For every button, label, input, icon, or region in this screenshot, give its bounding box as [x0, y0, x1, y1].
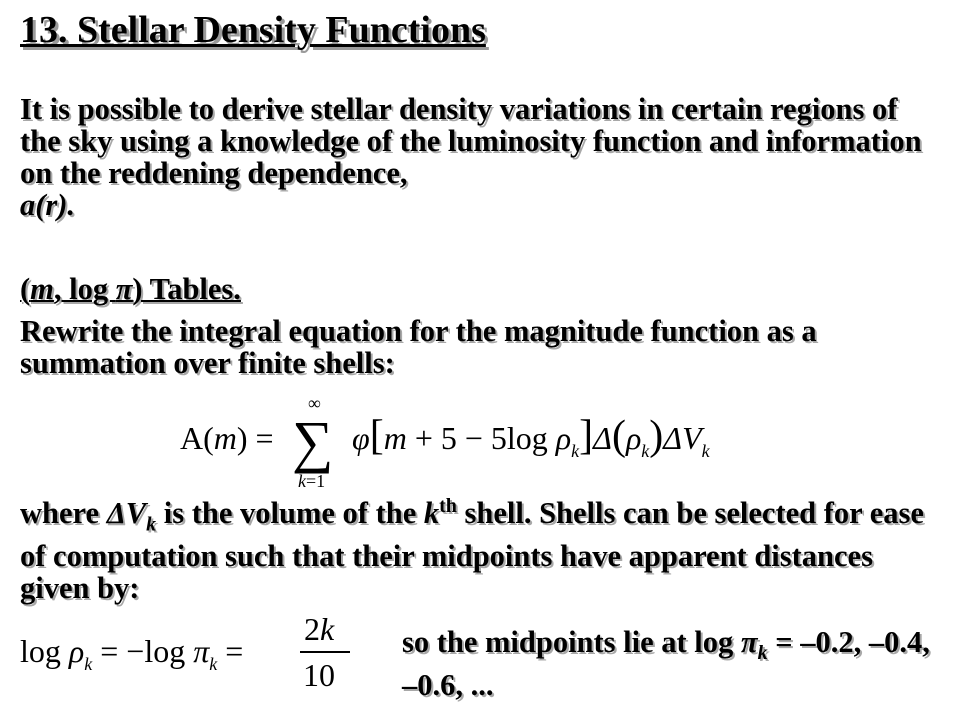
shell-paragraph — [20, 490, 945, 604]
delta-v-subscript: k — [146, 513, 157, 536]
eq-lhs: A(m) = — [180, 420, 274, 456]
midpoints-text: so the midpoints lie at log — [402, 625, 741, 659]
midpoint-values: = –0.2, –0.4, –0.6, ... — [402, 625, 930, 703]
heading-close: ) Tables. — [132, 272, 241, 306]
fraction-numerator: 2k — [304, 611, 335, 647]
midpoints-pi: π — [740, 625, 758, 659]
heading-open-paren: ( — [20, 272, 31, 306]
volume-text: is the volume of the — [156, 496, 424, 531]
shell-rest-text: shell. Shells can be selected for ease of computation such that their midpoints have apparent distances given by: — [20, 496, 924, 606]
eq-body: φ[m + 5 − 5log $\rho_k]\Delta(\rho_k)\Delta V_k$ — [352, 413, 710, 461]
section-heading — [20, 273, 945, 305]
kth-superscript: th — [439, 495, 457, 517]
summation-equation — [180, 393, 740, 493]
intro-paragraph — [20, 93, 945, 221]
reddening-function: a(r). — [20, 188, 76, 222]
sum-symbol: ∑ — [292, 409, 334, 474]
midpoints-paragraph — [402, 626, 942, 701]
sum-upper-limit: ∞ — [308, 393, 321, 413]
heading-pi: π — [115, 272, 133, 306]
sum-lower-limit: k=1 — [298, 471, 326, 491]
rewrite-paragraph: Rewrite the integral equation for the magnitude function as a summation over finite shells: — [20, 314, 817, 380]
midpoints-pi-subscript: k — [757, 642, 768, 665]
delta-v: ΔV — [106, 496, 147, 531]
kth-k: k — [423, 496, 440, 531]
fraction-denominator: 10 — [303, 657, 335, 693]
log-distance-equation — [20, 604, 370, 694]
heading-log: , log — [53, 272, 116, 306]
section-heading-underline — [20, 272, 241, 306]
heading-m: m — [30, 272, 54, 306]
log-eq-lhs: $\log \rho_k = -\log$ $\pi_k$ = — [20, 633, 244, 674]
where-text: where — [20, 496, 107, 531]
intro-text: It is possible to derive stellar density variations in certain regions of the sky using a knowledge of the luminosity function and information on the reddening dependence, — [20, 92, 922, 190]
slide-title: 13. Stellar Density Functions — [20, 9, 486, 51]
